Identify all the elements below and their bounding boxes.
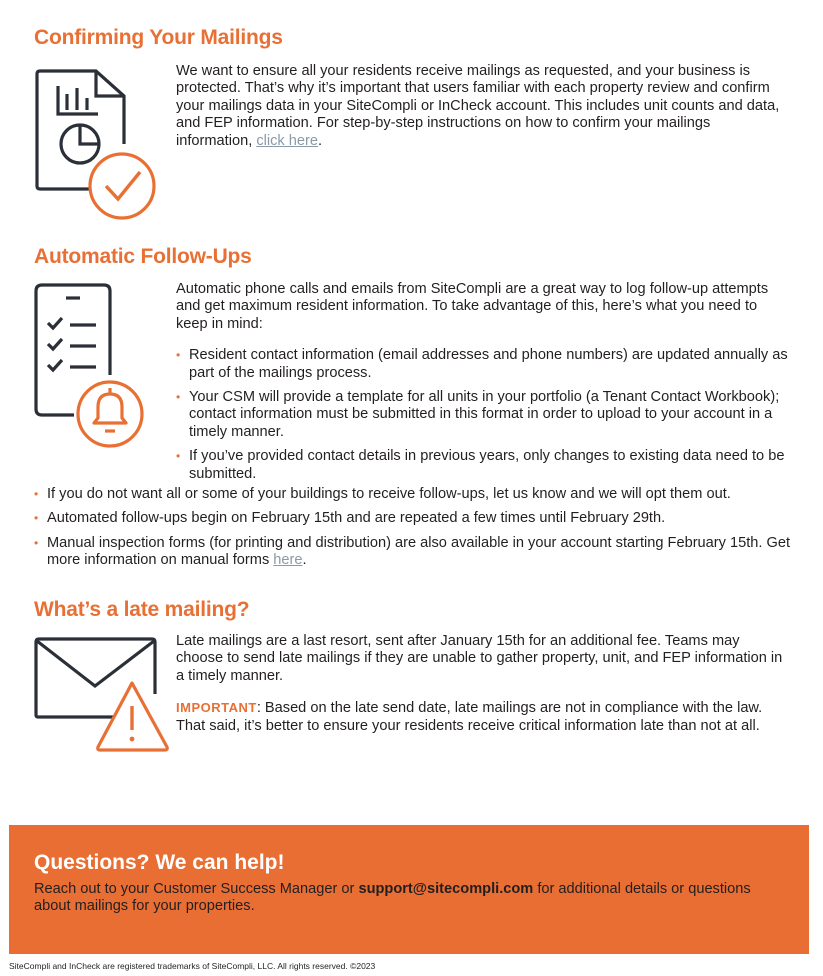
late-important	[176, 699, 788, 735]
followups-intro: Automatic phone calls and emails from SiteCompli are a great way to log follow-up attempts and get maximum resident information. To take advantage of this, here’s what you need to keep in mind:	[176, 281, 769, 332]
followups-outer-list	[34, 486, 794, 570]
late-body: Late mailings are a last resort, sent after January 15th for an additional fee. Teams may choose to send late mailings if they are unable to gather property, unit, and FEP information in a timely manner.	[176, 633, 783, 684]
confirm-period: .	[317, 132, 323, 149]
followups-outer-text	[34, 486, 794, 570]
followups-heading: Automatic Follow-Ups	[34, 245, 252, 268]
manual-forms-here-link[interactable]: here	[273, 552, 303, 569]
confirm-paragraph	[176, 63, 788, 150]
banner-text	[34, 881, 784, 916]
banner-heading: Questions? We can help!	[34, 851, 285, 874]
envelope-warning-icon	[34, 636, 170, 754]
list-item: • Resident contact information (email addresses and phone numbers) are updated annually as part of the mailings process.	[176, 347, 788, 382]
followups-text	[176, 281, 788, 483]
support-email-link[interactable]: support@sitecompli.com	[358, 881, 534, 897]
checklist-bell-icon	[34, 283, 146, 449]
banner-text-after: for additional details or questions about mailings for your properties.	[34, 881, 751, 915]
list-item	[34, 535, 794, 570]
list-item: • If you’ve provided contact details in previous years, only changes to existing data need to be submitted.	[176, 448, 788, 483]
manual-forms-text: Manual inspection forms (for printing and distribution) are also available in your account starting February 15th. Get more information on manual forms	[47, 534, 791, 569]
important-label: IMPORTANT	[176, 700, 257, 716]
confirm-body: We want to ensure all your residents receive mailings as requested, and your business is protected. That’s why it’s important that users familiar with each property review and confirm your mailings data in your SiteCompli or InCheck account. This includes unit counts and data, and FEP information. For step-by-step instructions on how to confirm your mailings information,	[176, 63, 780, 149]
footer-trademark: SiteCompli and InCheck are registered trademarks of SiteCompli, LLC. All rights reserved. ©2023	[9, 961, 376, 971]
document-chart-check-icon	[34, 68, 160, 224]
important-text: : Based on the late send date, late mailings are not in compliance with the law. That said, it’s better to ensure your residents receive critical information late than not at all.	[176, 700, 763, 734]
confirm-heading: Confirming Your Mailings	[34, 26, 283, 49]
manual-forms-period: .	[302, 552, 307, 569]
list-item: • If you do not want all or some of your buildings to receive follow-ups, let us know and we will opt them out.	[34, 486, 794, 503]
late-text	[176, 633, 788, 735]
banner-text-before: Reach out to your Customer Success Manager or	[34, 881, 359, 897]
help-banner	[9, 825, 809, 954]
list-item: • Automated follow-ups begin on February 15th and are repeated a few times until February 29th.	[34, 510, 794, 527]
confirm-click-here-link[interactable]: click here	[256, 132, 318, 149]
followups-inner-list	[176, 347, 788, 483]
late-heading: What’s a late mailing?	[34, 598, 250, 621]
list-item: • Your CSM will provide a template for all units in your portfolio (a Tenant Contact Workbook); contact information must be submitted in this format in order to upload to your account in a timely manner.	[176, 389, 788, 441]
